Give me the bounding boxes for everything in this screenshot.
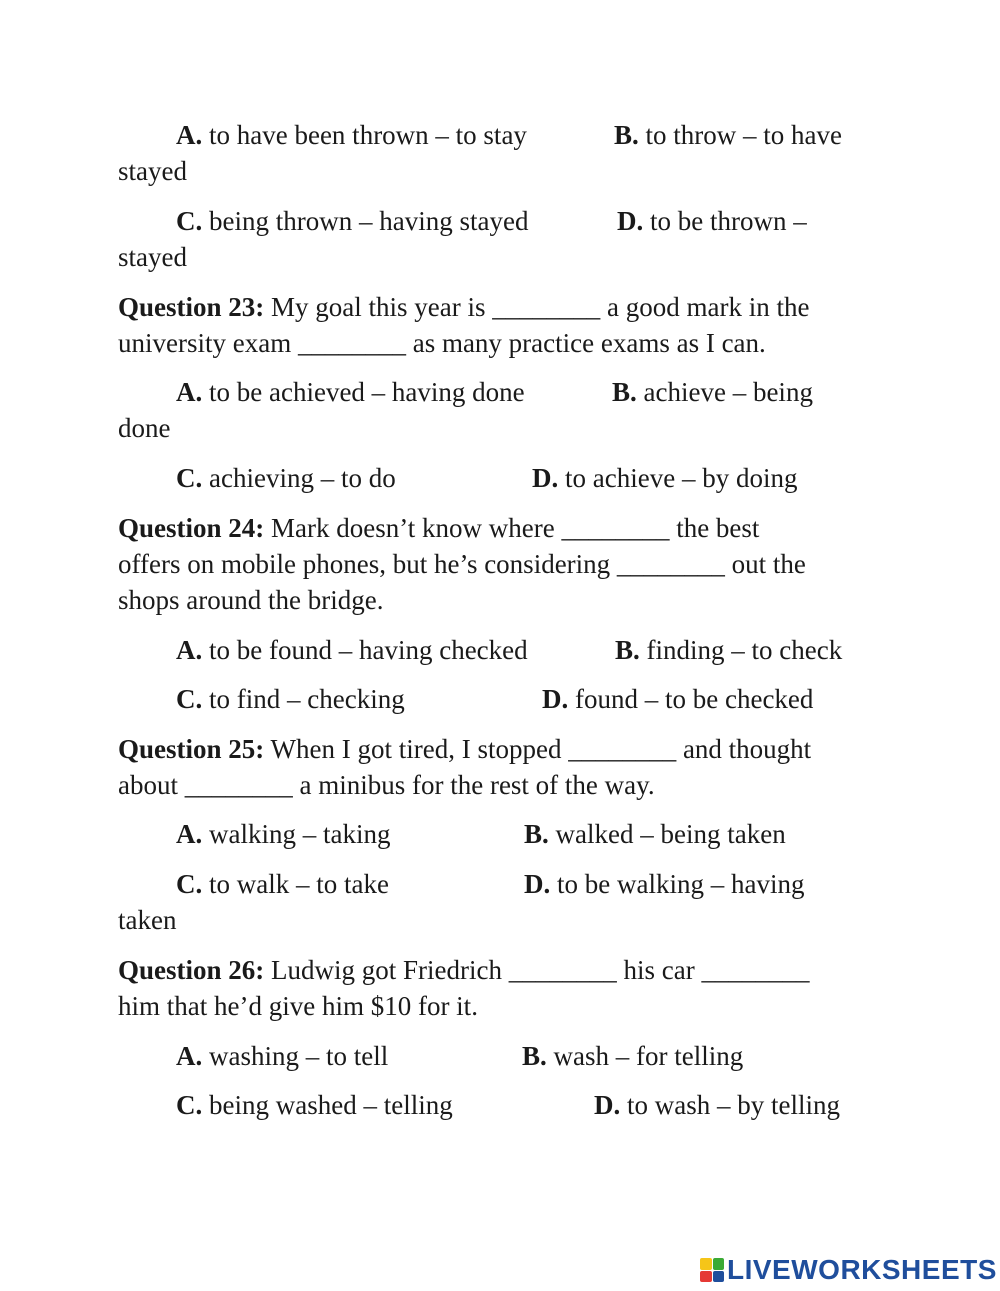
q25-option-d: D. to be walking – having (524, 869, 805, 899)
q24-option-a: A. to be found – having checked (176, 635, 528, 665)
q26-stem-line2: him that he’d give him $10 for it. (118, 991, 478, 1021)
q26-option-c: C. being washed – telling (176, 1090, 453, 1120)
q22-option-b-wrap: stayed (118, 156, 187, 186)
q22-option-c: C. being thrown – having stayed (176, 206, 529, 236)
q22-option-d: D. to be thrown – (617, 206, 807, 236)
q26-option-d: D. to wash – by telling (594, 1090, 840, 1120)
liveworksheets-logo-icon (700, 1258, 724, 1282)
q23-option-c: C. achieving – to do (176, 463, 396, 493)
q24-stem-line1: Question 24: Mark doesn’t know where ________ the best (118, 513, 760, 543)
q23-option-a: A. to be achieved – having done (176, 377, 525, 407)
q24-option-c: C. to find – checking (176, 684, 405, 714)
q23-option-b-wrap: done (118, 413, 171, 443)
q25-option-b: B. walked – being taken (524, 819, 786, 849)
q25-option-a: A. walking – taking (176, 819, 391, 849)
liveworksheets-watermark (700, 1252, 997, 1288)
q26-option-b: B. wash – for telling (522, 1041, 744, 1071)
q26-option-a: A. washing – to tell (176, 1041, 389, 1071)
q25-option-c: C. to walk – to take (176, 869, 389, 899)
q26-stem-line1: Question 26: Ludwig got Friedrich ________ his car ________ (118, 955, 810, 985)
q25-stem-line1: Question 25: When I got tired, I stopped ________ and thought (118, 734, 812, 764)
q22-option-b: B. to throw – to have (614, 120, 842, 150)
q23-option-b: B. achieve – being (612, 377, 813, 407)
q22-option-d-wrap: stayed (118, 242, 187, 272)
q23-option-d: D. to achieve – by doing (532, 463, 798, 493)
q22-option-a: A. to have been thrown – to stay (176, 120, 527, 150)
q24-stem-line2: offers on mobile phones, but he’s considering ________ out the (118, 549, 806, 579)
q24-stem-line3: shops around the bridge. (118, 585, 384, 615)
q25-stem-line2: about ________ a minibus for the rest of the way. (118, 770, 655, 800)
q25-option-d-wrap: taken (118, 905, 177, 935)
liveworksheets-brand-text: LIVEWORKSHEETS (727, 1254, 997, 1285)
q24-option-b: B. finding – to check (615, 635, 843, 665)
q24-option-d: D. found – to be checked (542, 684, 814, 714)
q23-stem-line2: university exam ________ as many practice exams as I can. (118, 328, 766, 358)
q23-stem-line1: Question 23: My goal this year is ________ a good mark in the (118, 292, 810, 322)
